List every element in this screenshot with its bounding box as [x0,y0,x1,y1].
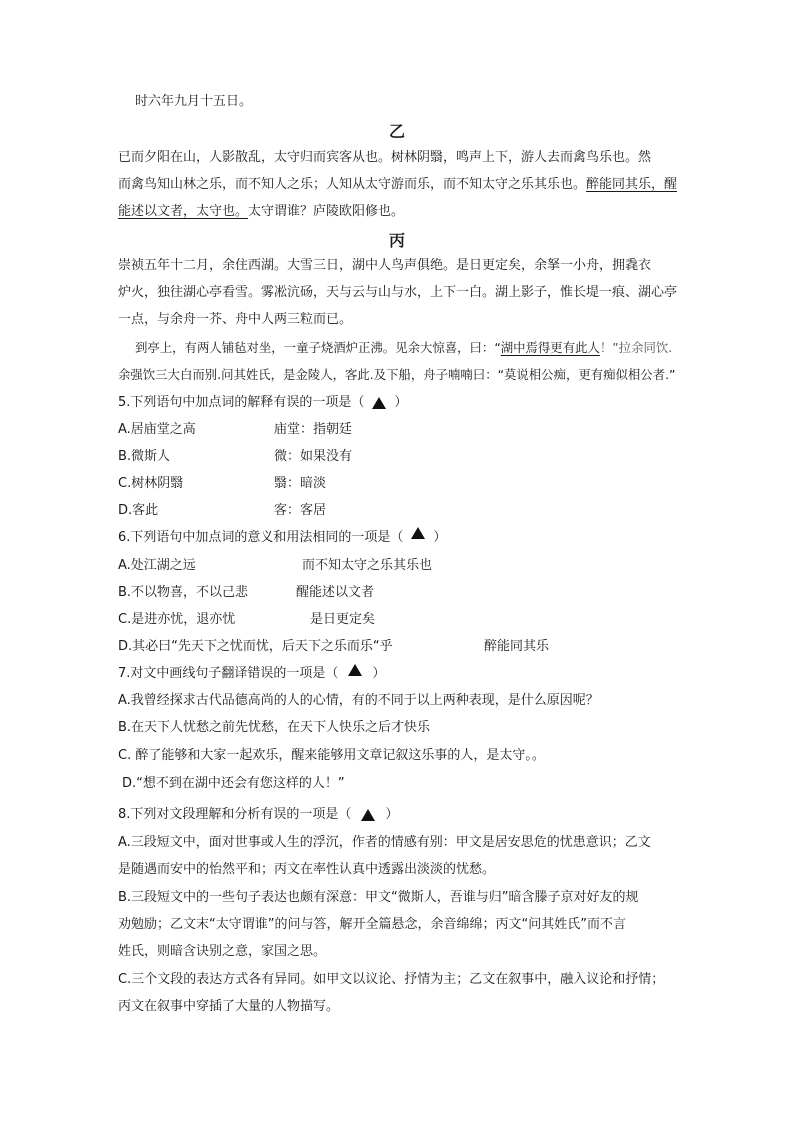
q6-option-phrase: D.其必曰“先天下之忧而忧，后天下之乐而乐“乎 [118,639,393,654]
section-c-line: 一点，与余舟一芥、舟中人两三粒而已。 [118,312,353,327]
section-b-line [118,175,677,195]
section-b-title: 乙 [388,122,405,141]
q6-option-compare: 而不知太守之乐其乐也 [302,558,433,573]
q8-option-a: A.三段短文中，面对世事或人生的浮沉，作者的情感有别：甲文是居安思危的忧患意识；乙文 [118,835,651,850]
q5-option-gloss: 翳：暗淡 [274,476,327,491]
underlined-sentence: 能述以文者，太守也。 [118,204,249,219]
q5-option-phrase: A.居庙堂之高 [118,422,196,437]
q7-option: D.“想不到在湖中还会有您这样的人！” [122,776,345,791]
q5-option-gloss: 微：如果没有 [274,449,353,464]
question-7-stem [118,664,385,684]
q5-option-gloss: 庙堂：指朝廷 [274,422,353,437]
question-5-stem [118,393,407,413]
q7-option: B.在天下人忧愁之前先忧愁，在天下人快乐之后才快乐 [118,720,431,735]
triangle-marker-icon [411,527,425,539]
section-c-line [135,338,672,358]
section-b-line: 已而夕阳在山，人影散乱，太守归而宾客从也。树林阴翳，鸣声上下，游人去而禽鸟乐也。然 [118,150,652,165]
q6-option-compare: 是日更定矣 [310,612,376,627]
section-c-text: ！”拉余同饮. [599,340,673,355]
q5-option-phrase: B.微斯人 [118,449,171,464]
q6-option-compare: 醒能述以文者 [296,585,375,600]
q6-option-phrase: B.不以物喜，不以己悲 [118,585,249,600]
q7-option: A.我曾经探求古代品德高尚的人的心情，有的不同于以上两种表现，是什么原因呢？ [118,693,599,708]
q8-option-b: 劝勉励；乙文末“太守谓谁”的问与答，解开全篇悬念，余音绵绵；丙文“问其姓氏”而不言 [118,917,626,932]
q8-option-a: 是随遇而安中的怡然平和；丙文在率性认真中透露出淡淡的忧愁。 [118,862,496,877]
q6-option-phrase: A.处江湖之远 [118,558,196,573]
q8-option-b: B.三段短文中的一些句子表达也颇有深意：甲文“微斯人，吾谁与归”暗含滕子京对好友的规 [118,890,639,905]
question-stem-end: ） [433,530,447,545]
underlined-sentence: 湖中焉得更有此人 [500,340,600,355]
section-b-text: 而禽鸟知山林之乐，而不知人之乐；人知从太守游而乐，而不知太守之乐其乐也。 [118,177,587,192]
section-c-text: 到亭上，有两人铺毡对坐，一童子烧酒炉正沸。见余大惊喜，曰：“ [135,340,501,355]
q6-option-compare: 醉能同其乐 [484,639,550,654]
section-c-title: 丙 [388,231,405,250]
question-stem-end: ） [385,807,399,822]
question-8-stem [118,805,398,825]
q5-option-phrase: C.树林阴翳 [118,476,184,491]
question-stem-text: 6.下列语句中加点词的意义和用法相同的一项是（ [118,530,404,545]
q6-option-phrase: C.是进亦忧，退亦忧 [118,612,236,627]
section-c-line: 崇祯五年十二月，余住西湖。大雪三日，湖中人鸟声俱绝。是日更定矣，余拏一小舟，拥毳衣 [118,258,652,273]
question-stem-text: 5.下列语句中加点词的解释有误的一项是（ [118,395,365,410]
section-b-line [118,202,404,222]
triangle-marker-icon [348,664,362,676]
section-c-line: 余强饮三大白而别.问其姓氏，是金陵人，客此.及下船，舟子喃喃曰：“莫说相公痴，更有痴似相公者.” [118,367,676,382]
q8-option-b: 姓氏，则暗含诀别之意，家国之思。 [118,944,327,959]
question-stem-text: 8.下列对文段理解和分析有误的一项是（ [118,807,352,822]
section-c-line: 炉火，独往湖心亭看雪。雾凇沆砀，天与云与山与水，上下一白。湖上影子，惟长堤一痕、湖心亭 [118,285,678,300]
section-b-text: 太守谓谁？庐陵欧阳修也。 [248,204,405,219]
q7-option: C. 醉了能够和大家一起欢乐，醒来能够用文章记叙这乐事的人，是太守。。 [118,748,545,763]
triangle-marker-icon [361,809,375,821]
question-stem-end: ） [372,666,386,681]
question-6-stem [118,528,446,548]
triangle-marker-icon [372,397,386,409]
underlined-sentence: 醉能同其乐，醒 [586,177,678,192]
question-stem-text: 7.对文中画线句子翻译错误的一项是（ [118,666,339,681]
passage-a-tail: 时六年九月十五日。 [135,94,253,109]
q5-option-gloss: 客：客居 [274,503,327,518]
q8-option-c: 丙文在叙事中穿插了大量的人物描写。 [118,999,340,1014]
question-stem-end: ） [394,395,408,410]
q5-option-phrase: D.客此 [118,503,159,518]
q8-option-c: C.三个文段的表达方式各有异同。如甲文以议论、抒情为主；乙文在叙事中，融入议论和抒情； [118,972,665,987]
